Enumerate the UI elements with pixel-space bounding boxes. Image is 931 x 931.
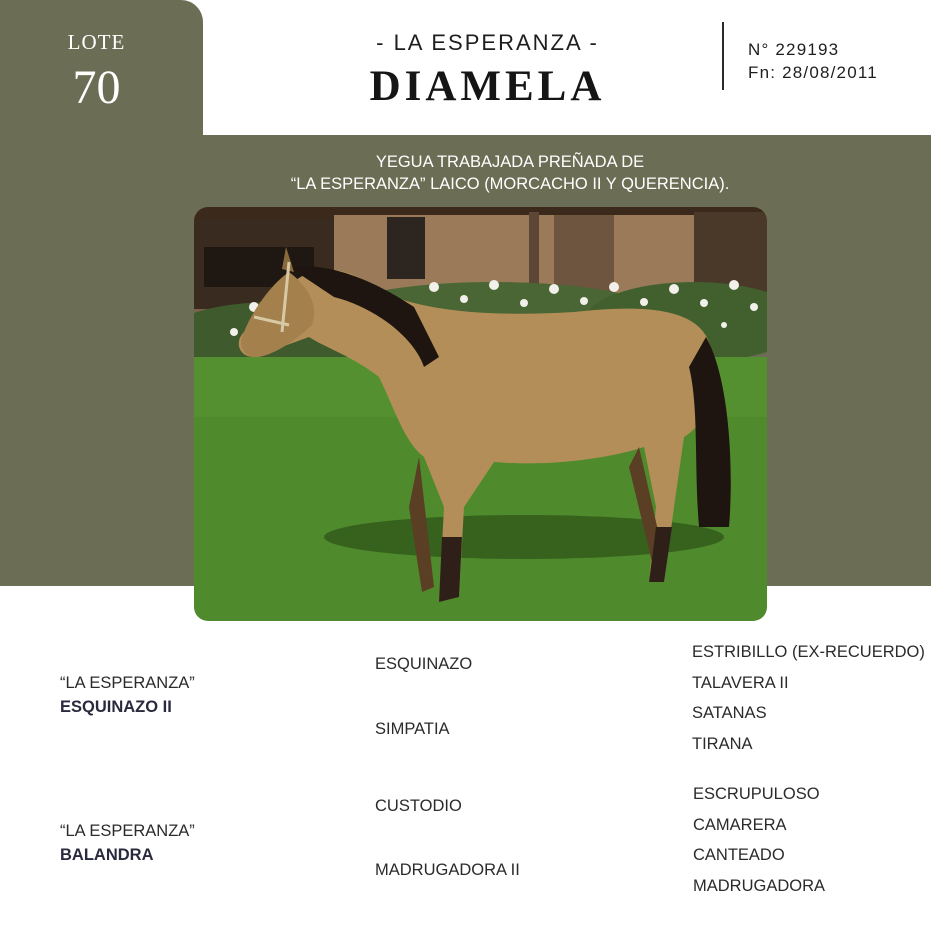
dam-prefix: “LA ESPERANZA” <box>60 822 195 840</box>
ancestor-1: ESTRIBILLO (EX-RECUERDO) <box>692 643 925 661</box>
dam-name: BALANDRA <box>60 846 154 864</box>
sire-name: ESQUINAZO II <box>60 698 172 716</box>
horse-photo-icon <box>194 207 767 621</box>
ancestor-6: CAMARERA <box>693 816 787 834</box>
horse-name-title: DIAMELA <box>369 63 606 110</box>
ancestor-3: SATANAS <box>692 704 767 722</box>
paternal-granddam: SIMPATIA <box>375 720 450 738</box>
paternal-grandsire: ESQUINAZO <box>375 655 473 673</box>
farm-subtitle: - LA ESPERANZA - <box>376 30 599 55</box>
ancestor-4: TIRANA <box>692 735 753 753</box>
registration-number: N° 229193 <box>748 40 840 59</box>
maternal-grandsire: CUSTODIO <box>375 797 462 815</box>
horse-photo <box>194 207 767 621</box>
maternal-granddam: MADRUGADORA II <box>375 861 520 879</box>
ancestor-8: MADRUGADORA <box>693 877 826 895</box>
ancestor-7: CANTEADO <box>693 846 785 864</box>
lot-label: LOTE <box>67 30 126 54</box>
lot-description <box>190 151 830 195</box>
description-line-1: YEGUA TRABAJADA PREÑADA DE <box>375 153 645 171</box>
birth-date: Fn: 28/08/2011 <box>748 63 878 82</box>
registration-info <box>748 38 878 84</box>
ancestor-5: ESCRUPULOSO <box>693 785 820 803</box>
sire-prefix: “LA ESPERANZA” <box>60 674 195 692</box>
lot-badge <box>0 0 203 136</box>
ancestor-2: TALAVERA II <box>692 674 789 692</box>
description-line-2: “LA ESPERANZA” LAICO (MORCACHO II Y QUERENCIA). <box>290 175 730 193</box>
lot-number: 70 <box>72 61 121 114</box>
header-divider <box>722 22 724 90</box>
